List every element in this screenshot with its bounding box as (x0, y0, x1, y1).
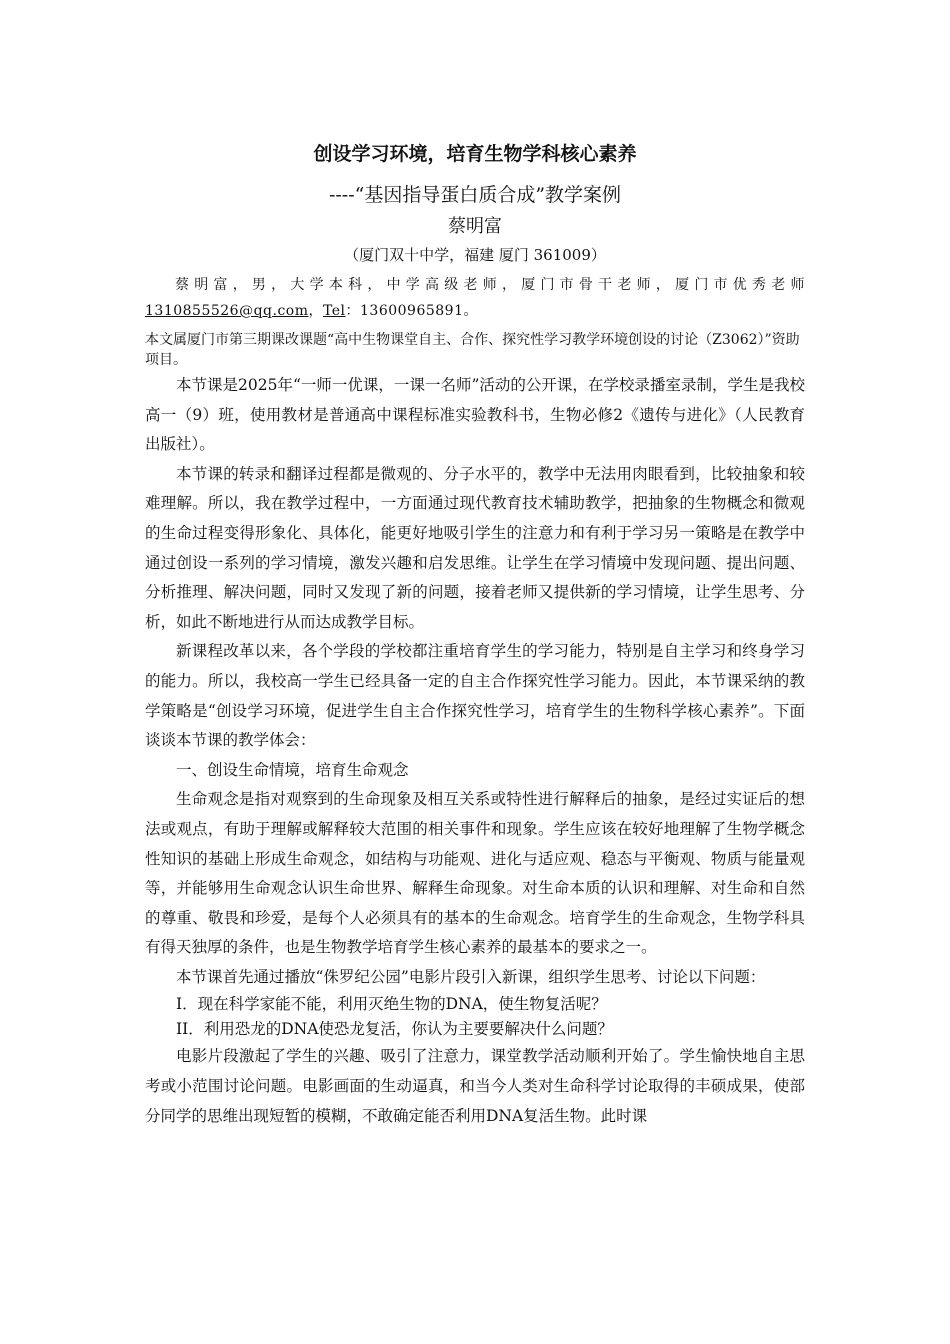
paragraph: 本节课首先通过播放“侏罗纪公园”电影片段引入新课，组织学生思考、讨论以下问题： (176, 967, 766, 986)
paragraph: 本节课的转录和翻译过程都是微观的、分子水平的，教学中无法用肉眼看到，比较抽象和较难理解。所以，我在教学过程中，一方面通过现代教育技术辅助教学，把抽象的生物概念和微观的生命过程变得形象化、具体化，能更好地吸引学生的注意力和有利于学习另一策略是在教学中通过创设一系列的学习情境，激发兴趣和启发思维。让学生在学习情境中发现问题、提出问题、分析推理、解决问题，同时又发现了新的问题，接着老师又提供新的学习情境，让学生思考、分析，如此不断地进行从而达成教学目标。 (145, 464, 805, 631)
article-body (145, 371, 805, 1131)
author-affiliation: （厦门双十中学，福建 厦门 361009） (344, 246, 606, 264)
paragraph: 新课程改革以来，各个学段的学校都注重培育学生的学习能力，特别是自主学习和终身学习的能力。所以，我校高一学生已经具备一定的自主合作探究性学习能力。因此，本节课采纳的教学策略是“创设学习环境，促进学生自主合作探究性学习，培育学生的生物科学核心素养”。下面谈谈本节课的教学体会： (145, 642, 805, 750)
article-subtitle: ----“基因指导蛋白质合成”教学案例 (328, 184, 622, 206)
tel-label[interactable]: Tel (323, 303, 346, 319)
question-item: II．利用恐龙的DNA使恐龙复活，你认为主要要解决什么问题？ (176, 1020, 613, 1039)
contact-sep: ， (308, 303, 323, 319)
section-heading: 一、创设生命情境，培育生命观念 (176, 760, 409, 779)
contact-line (145, 298, 805, 324)
question-item: I．现在科学家能不能，利用灭绝生物的DNA，使生物复活呢？ (176, 995, 607, 1014)
paragraph: 生命观念是指对观察到的生命现象及相互关系或特性进行解释后的抽象，是经过实证后的想法或观点，有助于理解或解释较大范围的相关事件和现象。学生应该在较好地理解了生物学概念性知识的基础上形成生命观念，如结构与功能观、进化与适应观、稳态与平衡观、物质与能量观等，并能够用生命观念认识生命世界、解释生命现象。对生命本质的认识和理解、对生命和自然的尊重、敬畏和珍爱，是每个人必须具有的基本的生命观念。培育学生的生命观念，生物学科具有得天独厚的条件，也是生物教学培育学生核心素养的最基本的要求之一。 (145, 790, 805, 957)
paragraph: 电影片段激起了学生的兴趣、吸引了注意力，课堂教学活动顺利开始了。学生愉快地自主思考或小范围讨论问题。电影画面的生动逼真，和当今人类对生命科学讨论取得的丰硕成果，使部分同学的思维出现短暂的模糊，不敢确定能否利用DNA复活生物。此时课 (145, 1047, 805, 1125)
funding-note: 本文属厦门市第三期课改课题“高中生物课堂自主、合作、探究性学习教学环境创设的讨论（Z3062）”资助项目。 (145, 332, 800, 368)
author-bio (145, 272, 805, 324)
tel-value: ：13600965891。 (345, 303, 478, 319)
article-title: 创设学习环境，培育生物学科核心素养 (313, 143, 637, 165)
bio-line: 蔡明富，男，大学本科，中学高级老师，厦门市骨干老师，厦门市优秀老师 (175, 277, 805, 293)
author-name: 蔡明富 (448, 216, 502, 237)
paragraph: 本节课是2025年“一师一优课，一课一名师”活动的公开课，在学校录播室录制，学生是我校高一（9）班，使用教材是普通高中课程标准实验教科书，生物必修2《遗传与进化》（人民教育出版社）。 (145, 376, 805, 454)
email-link[interactable]: 1310855526@qq.com (145, 303, 309, 319)
